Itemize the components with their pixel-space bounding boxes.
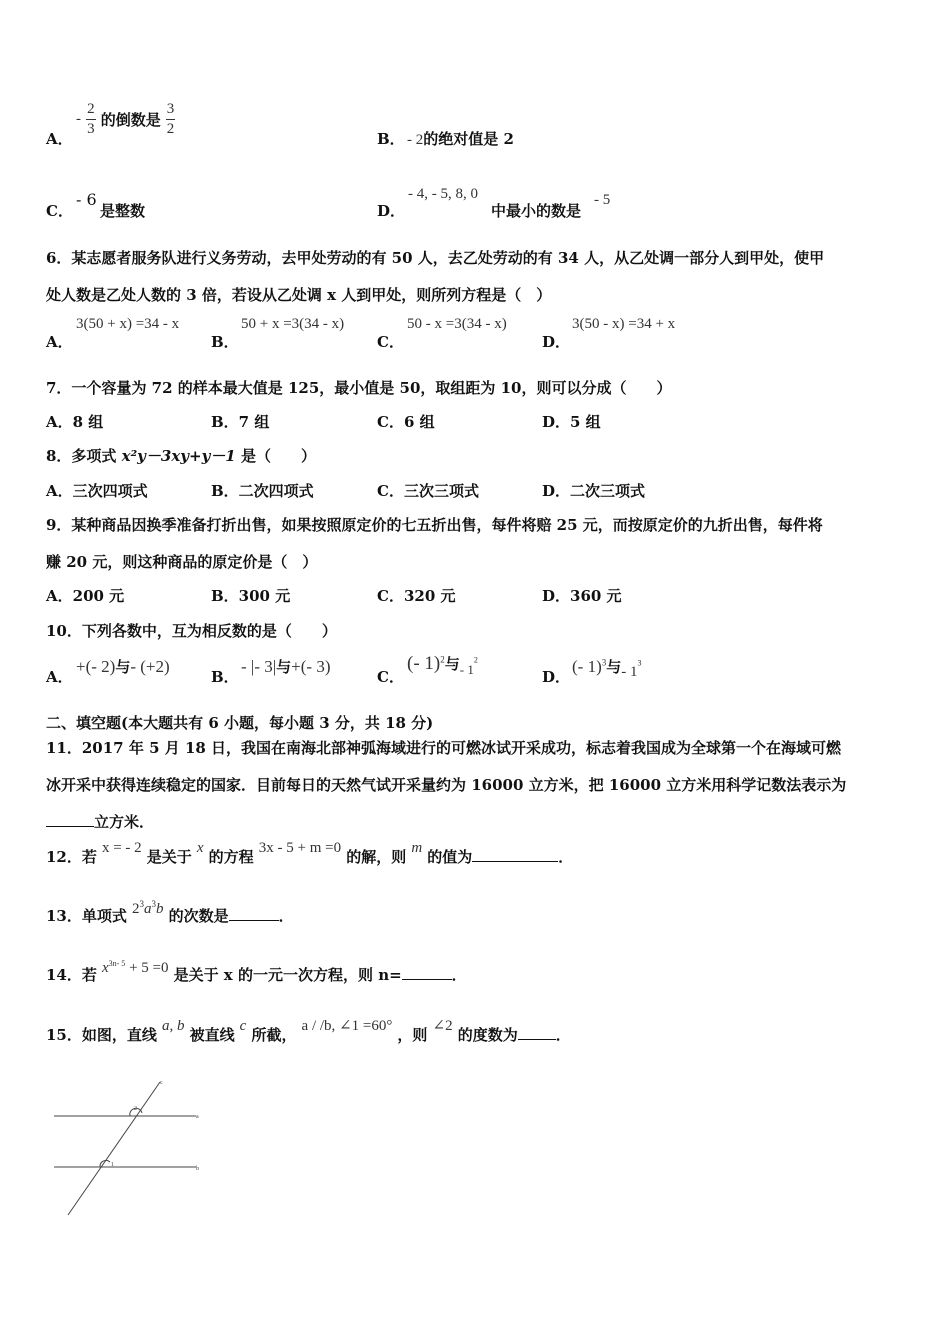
q10-option-c-label: C． — [377, 668, 404, 686]
q8-option-a: A．三次四项式 — [46, 482, 148, 500]
answer-blank[interactable] — [472, 847, 558, 862]
q15-stem: 15．如图，直线 a, b 被直线 c 所截， a / /b, ∠1 =60° ，则 ∠2 的度数为 ． — [46, 1018, 571, 1044]
label-a: a — [196, 1114, 199, 1120]
q6-option-d-math: 3(50 - x) =34 + x — [572, 316, 676, 332]
q7-stem: 7．一个容量为 72 的样本最大值是 125，最小值是 50，取组距为 10，则可以分成（ ） — [46, 379, 672, 397]
fraction: $\frac{3}{2}$ — [166, 101, 175, 137]
q5-option-a-math: - $\frac{2}{3}$ 的倒数是 $\frac{3}{2}$ — [76, 101, 175, 137]
q13-stem: 13．单项式 $2^3a^3b$ 的次数是 ． — [46, 899, 294, 925]
parallel-lines-figure — [50, 1075, 210, 1220]
q10-option-b-label: B． — [211, 668, 239, 686]
q7-option-c: C．6 组 — [377, 413, 435, 431]
q10-option-a-label: A． — [46, 668, 73, 686]
q8-option-c: C．三次三项式 — [377, 482, 479, 500]
q11-stem-line2: 冰开采中获得连续稳定的国家．目前每日的天然气试开采量约为 16000 立方米，把 16000 立方米用科学记数法表示为 — [46, 776, 847, 794]
q12-stem: 12．若 x = - 2 是关于 x 的方程 3x - 5 + m =0 的解，则 m 的值为 ． — [46, 840, 574, 866]
q9-stem-line1: 9．某种商品因换季准备打折出售，如果按照原定价的七五折出售，每件将赔 25 元，而按原定价的九折出售，每件将 — [46, 516, 823, 534]
label-angle-2: 2 — [134, 1106, 137, 1112]
q11-stem-line1: 11．2017 年 5 月 18 日，我国在南海北部神弧海域进行的可燃冰试开采成功，标志着我国成为全球第一个在海域可燃 — [46, 739, 842, 757]
q10-stem: 10．下列各数中，互为相反数的是（ ） — [46, 622, 337, 640]
q5-option-c-text: 是整数 — [100, 202, 146, 220]
q5-option-c-math: - 6 — [76, 190, 97, 209]
q10-option-c-content: (- 1)$^2$与$_{- 1}^2$ — [407, 653, 478, 677]
q6-option-b-math: 50 + x =3(34 - x) — [241, 316, 345, 332]
q5-option-d-text: 中最小的数是 — [491, 202, 582, 220]
answer-blank[interactable] — [229, 906, 279, 921]
q9-option-a: A．200 元 — [46, 587, 125, 605]
q5-option-d-math: - 4, - 5, 8, 0 — [408, 186, 478, 202]
q6-option-c-math: 50 - x =3(34 - x) — [407, 316, 507, 332]
q9-stem-line2: 赚 20 元，则这种商品的原定价是（ ） — [46, 553, 318, 571]
q9-option-d: D．360 元 — [542, 587, 622, 605]
q14-stem: 14．若 $x^{3n- 5} + 5 =0$ 是关于 x 的一元一次方程，则 n= ． — [46, 959, 467, 984]
line-c — [68, 1082, 160, 1215]
q6-option-d-label: D． — [542, 333, 571, 351]
q6-option-b-label: B． — [211, 333, 239, 351]
label-b: b — [196, 1166, 199, 1172]
answer-blank[interactable] — [402, 965, 452, 980]
label-c: c — [160, 1080, 163, 1086]
q7-option-a: A．8 组 — [46, 413, 104, 431]
answer-blank[interactable] — [46, 812, 94, 827]
q7-option-b: B．7 组 — [211, 413, 270, 431]
q10-option-d-label: D． — [542, 668, 571, 686]
q5-option-d-math2: - 5 — [594, 192, 611, 208]
q8-stem: 8．多项式 x²y－3xy+y－1 是（ ） — [46, 447, 316, 465]
q5-option-b-label: B． — [377, 130, 405, 148]
label-angle-1: 1 — [111, 1162, 114, 1168]
q6-option-a-label: A． — [46, 333, 73, 351]
q6-stem-line2: 处人数是乙处人数的 3 倍，若设从乙处调 x 人到甲处，则所列方程是（ ） — [46, 286, 552, 304]
q6-option-c-label: C． — [377, 333, 404, 351]
section-heading-fill-in: 二、填空题(本大题共有 6 小题，每小题 3 分，共 18 分) — [46, 714, 434, 732]
q10-option-a-content: +(- 2)与- (+2) — [76, 657, 170, 676]
q5-option-a-label: A． — [46, 130, 73, 148]
q10-option-b-content: - |- 3|与+(- 3) — [241, 657, 331, 676]
q9-option-b: B．300 元 — [211, 587, 291, 605]
q11-stem-line3: 立方米． — [46, 811, 154, 832]
q9-option-c: C．320 元 — [377, 587, 456, 605]
q7-option-d: D．5 组 — [542, 413, 601, 431]
q8-option-b: B．二次四项式 — [211, 482, 314, 500]
fraction: $\frac{2}{3}$ — [87, 101, 95, 137]
q8-option-d: D．二次三项式 — [542, 482, 646, 500]
q6-stem-line1: 6．某志愿者服务队进行义务劳动，去甲处劳动的有 50 人，去乙处劳动的有 34 人，从乙处调一部分人到甲处，使甲 — [46, 249, 825, 267]
q5-option-b-content: - 2的绝对值是 2 — [407, 130, 514, 148]
q6-option-a-math: 3(50 + x) =34 - x — [76, 316, 180, 332]
q10-option-d-content: (- 1)$^3$与- $1^3$ — [572, 657, 642, 680]
answer-blank[interactable] — [518, 1025, 556, 1040]
q5-option-d-label: D． — [377, 202, 406, 220]
q5-option-c-label: C． — [46, 202, 73, 220]
